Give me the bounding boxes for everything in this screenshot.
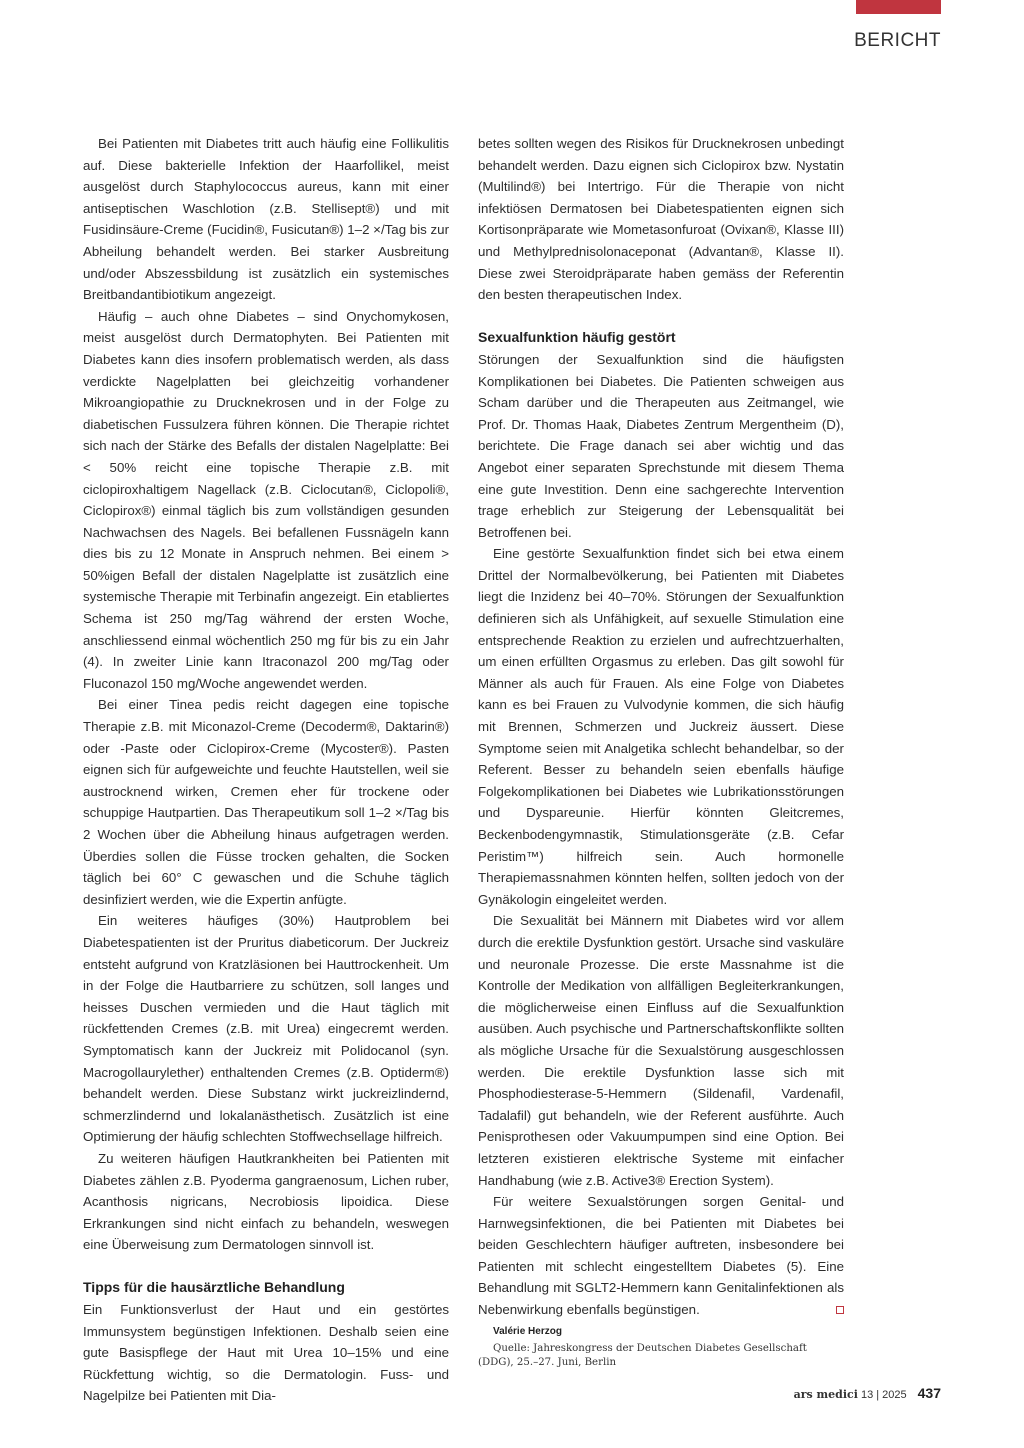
author: Valérie Herzog	[493, 1325, 562, 1337]
section-label: BERICHT	[854, 30, 941, 51]
paragraph: Eine gestörte Sexualfunktion findet sich bei etwa einem Drittel der Normalbevölkerung, bei Patienten mit Diabetes liegt die Inzidenz bei 40–70%. Störungen der Sexualfunktion definieren sich als Unfähigkeit, auf sexuelle Stimulation eine entsprechende Reaktion zu erzielen und aufrechtzuerhalten, um einen erfüllten Orgasmus zu erleben. Das gilt sowohl für Männer als auch für Frauen. Als eine Folge von Diabetes kann es bei Frauen zu Vulvodynie kommen, die sich häufig mit Brennen, Schmerzen und Juckreiz äussert. Diese Symptome seien mit Analgetika schlecht behandelbar, so der Referent. Besser zu behandeln seien ebenfalls häufige Folgekomplikationen bei Diabetes wie Lubrikationsstörungen und Dyspareunie. Hierfür könnten Gleitcremes, Beckenbodengymnastik, Stimulationsgeräte (z.B. Cefar Peristim™) hilfreich sein. Auch hormonelle Therapiemassnahmen könnten helfen, sollten jedoch von der Gynäkologin eingeleitet werden.	[478, 546, 844, 907]
section-heading: Tipps für die hausärztliche Behandlung	[83, 1279, 345, 1296]
left-column	[83, 133, 449, 1407]
footer-separator: |	[876, 1389, 880, 1401]
journal-name: ars medici	[793, 1388, 858, 1401]
final-paragraph-text: Für weitere Sexualstörungen sorgen Genital- und Harnwegsinfektionen, die bei Patienten mit Diabetes bei beiden Geschlechtern häufiger auftreten, insbesondere bei Patienten mit schlecht eingestelltem Diabetes (5). Eine Behandlung mit SGLT2-Hemmern kann Genitalinfektionen als Nebenwirkung ebenfalls begünstigen.	[478, 1194, 844, 1318]
paragraph: Zu weiteren häufigen Hautkrankheiten bei Patienten mit Diabetes zählen z.B. Pyoderma gangraenosum, Lichen ruber, Acanthosis nigricans, Necrobiosis lipoidica. Diese Erkrankungen sind nicht einfach zu behandeln, weswegen eine Überweisung zum Dermatologen sinnvoll ist.	[83, 1150, 449, 1253]
paragraph: Ein weiteres häufiges (30%) Hautproblem bei Diabetespatienten ist der Pruritus diabeticorum. Der Juckreiz entsteht aufgrund von Kratzläsionen bei Hauttrockenheit. Um in der Folge die Hautbarriere zu schützen, soll langes und heisses Duschen vermieden und die Haut täglich mit rückfettenden Cremes (z.B. mit Urea) eingecremt werden. Symptomatisch kann der Juckreiz mit Polidocanol (syn. Macrogollaurylether) enthaltenden Cremes (z.B. Optiderm®) behandelt werden. Diese Substanz wirkt juckreizlindernd, schmerzlindernd und lokalanästhetisch. Zusätzlich ist eine Optimierung der häufig schlechten Stoffwechsellage hilfreich.	[83, 913, 449, 1145]
issue-year: 2025	[882, 1389, 907, 1401]
section-color-bar	[856, 0, 941, 14]
paragraph: Ein Funktionsverlust der Haut und ein gestörtes Immunsystem begünstigen Infektionen. Deshalb seien eine gute Basispflege der Haut mit Urea 10–15% und eine Rückfettung wichtig, so die Dermatologin. Fuss- und Nagelpilze bei Patienten mit Dia-	[83, 1302, 449, 1404]
paragraph: Häufig – auch ohne Diabetes – sind Onychomykosen, meist ausgelöst durch Dermatophyten. Bei Patienten mit Diabetes kann dies insofern problematisch werden, als dass verdickte Nagelplatten bei gleichzeitig vorhandener Mikroangiopathie zu Drucknekrosen und in der Folge zu diabetischen Fussulzera führen können. Die Therapie richtet sich nach der Stärke des Befalls der distalen Nagelplatte: Bei < 50% reicht eine topische Therapie z.B. mit ciclopiroxhaltigem Nagellack (z.B. Ciclocutan®, Ciclopoli®, Ciclopirox®) einmal täglich bis zum vollständigen gesunden Nachwachsen des Nagels. Bei befallenen Fussnägeln kann dies bis zu 12 Monate in Anspruch nehmen. Bei einem > 50%igen Befall der distalen Nagelplatte ist zusätzlich eine systemische Therapie mit Terbinafin angezeigt. Ein etabliertes Schema ist 250 mg/Tag während der ersten Woche, anschliessend einmal wöchentlich 250 mg für bis zu ein Jahr (4). In zweiter Linie kann Itraconazol 200 mg/Tag oder Fluconazol 150 mg/Woche angewendet werden.	[83, 308, 449, 691]
paragraph: Bei einer Tinea pedis reicht dagegen eine topische Therapie z.B. mit Miconazol-Creme (Decoderm®, Daktarin®) oder -Paste oder Ciclopirox-Creme (Mycoster®). Pasten eignen sich für aufgeweichte und feuchte Hautstellen, weil sie austrocknend wirken, Cremen eher für trockene oder schuppige Hautpartien. Das Therapeutikum soll 1–2 ×/Tag bis 2 Wochen über die Abheilung hinaus aufgetragen werden. Überdies sollen die Füsse trocken gehalten, die Socken täglich bei 60° C gewaschen und die Schuhe täglich desinfiziert werden, wie die Expertin anfügte.	[83, 697, 449, 907]
page-footer	[794, 1385, 941, 1401]
paragraph: Die Sexualität bei Männern mit Diabetes wird vor allem durch die erektile Dysfunktion gestört. Ursache sind vaskuläre und neuronale Prozesse. Die erste Massnahme ist die Kontrolle der Medikation von allfälligen Begleiterkrankungen, die möglicherweise einen Einfluss auf die Sexualfunktion ausüben. Auch psychische und Partnerschaftskonflikte sollten als mögliche Ursache für die Sexualstörung ausgeschlossen werden. Die erektile Dysfunktion lasse sich mit Phosphodiesterase-5-Hemmern (Sildenafil, Vardenafil, Tadalafil) gut behandeln, wie der Referent ausführte. Auch Penisprothesen oder Vakuumpumpen sind eine Option. Bei letzteren existieren elektrische Systeme mit einfacher Handhabung (wie z.B. Active3® Erection System).	[478, 913, 844, 1188]
paragraph-final	[478, 1191, 844, 1321]
paragraph: Bei Patienten mit Diabetes tritt auch häufig eine Follikulitis auf. Diese bakterielle Infektion der Haarfollikel, meist ausgelöst durch Staphylococcus aureus, kann mit einer antiseptischen Waschlotion (z.B. Stellisept®) und mit Fusidinsäure-Creme (Fucidin®, Fusicutan®) 1–2 ×/Tag bis zur Abheilung behandelt werden. Bei starker Ausbreitung und/oder Abszessbildung ist zusätzlich ein systemisches Breitbandantibiotikum angezeigt.	[83, 136, 449, 303]
issue-number: 13	[860, 1389, 874, 1401]
paragraph: betes sollten wegen des Risikos für Drucknekrosen unbedingt behandelt werden. Dazu eignen sich Ciclopirox bzw. Nystatin (Multilind®) bei Intertrigo. Für die Therapie von nicht infektiösen Dermatosen bei Diabetespatienten eignen sich Kortisonpräparate wie Mometasonfuroat (Ovixan®, Klasse III) und Methylprednisolonaceponat (Advantan®, Klasse II). Diese zwei Steroidpräparate haben gemäss der Referentin den besten therapeutischen Index.	[478, 136, 844, 303]
section-heading: Sexualfunktion häufig gestört	[478, 329, 676, 346]
paragraph: Störungen der Sexualfunktion sind die häufigsten Komplikationen bei Diabetes. Die Patienten schweigen aus Scham darüber und die Therapeuten aus Zeitmangel, wie Prof. Dr. Thomas Haak, Diabetes Zentrum Mergentheim (D), berichtete. Die Frage danach sei aber wichtig und das Angebot einer separaten Sprechstunde mit diesem Thema eine gute Investition. Denn eine sachgerechte Intervention trage erheblich zur Steigerung der Lebensqualität bei Betroffenen bei.	[478, 351, 844, 540]
source-note: Quelle: Jahreskongress der Deutschen Diabetes Gesellschaft (DDG), 25.–27. Juni, Berlin	[478, 1343, 807, 1369]
right-column	[478, 133, 844, 1370]
article-end-square-icon	[836, 1306, 844, 1314]
page-number: 437	[917, 1385, 941, 1401]
